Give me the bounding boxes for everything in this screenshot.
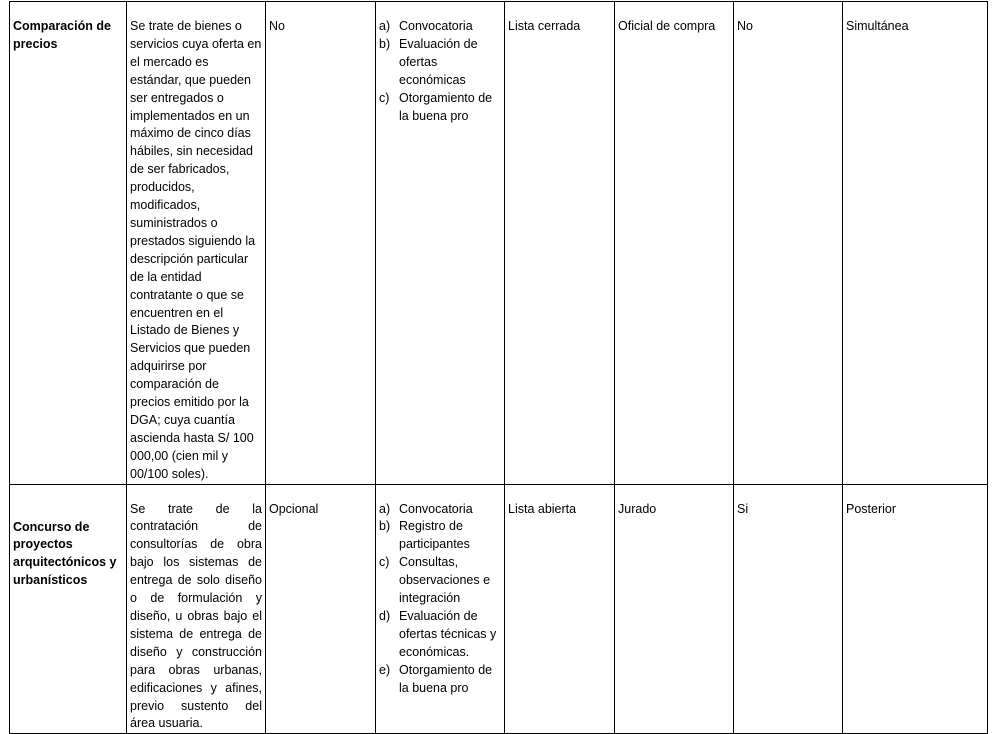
- description-cell: [127, 484, 266, 734]
- list-item: [379, 18, 501, 36]
- list-type: Lista abierta: [508, 501, 577, 516]
- procurement-table: [9, 1, 988, 734]
- procedure-name: Comparación de precios: [13, 19, 111, 51]
- timing: Posterior: [846, 501, 897, 516]
- description-cell: [127, 2, 266, 485]
- timing: Simultánea: [846, 19, 909, 33]
- list-item: [379, 608, 501, 662]
- stage-text: Convocatoria: [399, 19, 473, 33]
- col3-cell: [266, 2, 376, 485]
- stage-text: Otorgamiento de la buena pro: [399, 90, 493, 123]
- stages-list: [379, 501, 501, 698]
- col7-cell: [734, 484, 843, 734]
- stage-text: Otorgamiento de la buena pro: [399, 662, 493, 695]
- col3-value: No: [269, 19, 285, 33]
- stage-text: Registro de participantes: [399, 519, 470, 552]
- list-item: [379, 36, 501, 90]
- list-item: [379, 501, 501, 519]
- list-item: [379, 518, 501, 554]
- procedure-description: Se trate de la contratación de consultorías de obra bajo los sistemas de entrega de solo diseño o de formulación y diseño, u obras bajo el sistema de entrega de diseño y construcción para obras urbanas, edificaciones y afines, previo sustento del área usuaria.: [130, 501, 262, 731]
- stage-text: Consultas, observaciones e integración: [399, 555, 491, 606]
- stage-letter: c): [379, 90, 390, 105]
- col3-cell: [266, 484, 376, 734]
- timing-cell: [843, 2, 988, 485]
- list-type: Lista cerrada: [508, 19, 581, 33]
- stage-text: Evaluación de ofertas técnicas y económicas.: [399, 609, 497, 659]
- stage-letter: a): [379, 19, 391, 33]
- list-item: [379, 662, 501, 698]
- stage-letter: c): [379, 555, 390, 570]
- table-row: [10, 2, 988, 485]
- timing-cell: [843, 484, 988, 734]
- list-item: [379, 554, 501, 608]
- col7-value: No: [737, 19, 753, 33]
- stages-cell: [376, 484, 505, 734]
- stage-letter: a): [379, 501, 391, 516]
- stage-letter: b): [379, 36, 391, 51]
- stages-list: [379, 18, 501, 125]
- list-type-cell: [505, 2, 615, 485]
- stage-letter: b): [379, 519, 391, 534]
- col7-value: Si: [737, 501, 749, 516]
- list-type-cell: [505, 484, 615, 734]
- procedure-description: Se trate de bienes o servicios cuya oferta en el mercado es estándar, que pueden ser entregados o implementados en un máximo de cinco días hábiles, sin necesidad de ser fabricados, producidos, modificados, suministrados o prestados siguiendo la descripción particular de la entidad contratante o que se encuentren en el Listado de Bienes y Servicios que pueden adquirirse por comparación de precios emitido por la DGA; cuya cuantía ascienda hasta S/ 100 000,00 (cien mil y 00/100 soles).: [130, 19, 262, 481]
- evaluator: Jurado: [618, 501, 657, 516]
- stage-text: Evaluación de ofertas económicas: [399, 36, 478, 87]
- procedure-name-cell: [10, 2, 127, 485]
- stage-letter: d): [379, 609, 391, 623]
- procedure-name-cell: [10, 484, 127, 734]
- procedure-name: Concurso de proyectos arquitectónicos y urbanísticos: [13, 519, 117, 588]
- col3-value: Opcional: [269, 501, 319, 516]
- col7-cell: [734, 2, 843, 485]
- evaluator-cell: [615, 2, 734, 485]
- evaluator-cell: [615, 484, 734, 734]
- evaluator: Oficial de compra: [618, 19, 716, 33]
- stage-text: Convocatoria: [399, 501, 473, 516]
- stages-cell: [376, 2, 505, 485]
- list-item: [379, 90, 501, 126]
- table-row: [10, 484, 988, 734]
- stage-letter: e): [379, 662, 391, 677]
